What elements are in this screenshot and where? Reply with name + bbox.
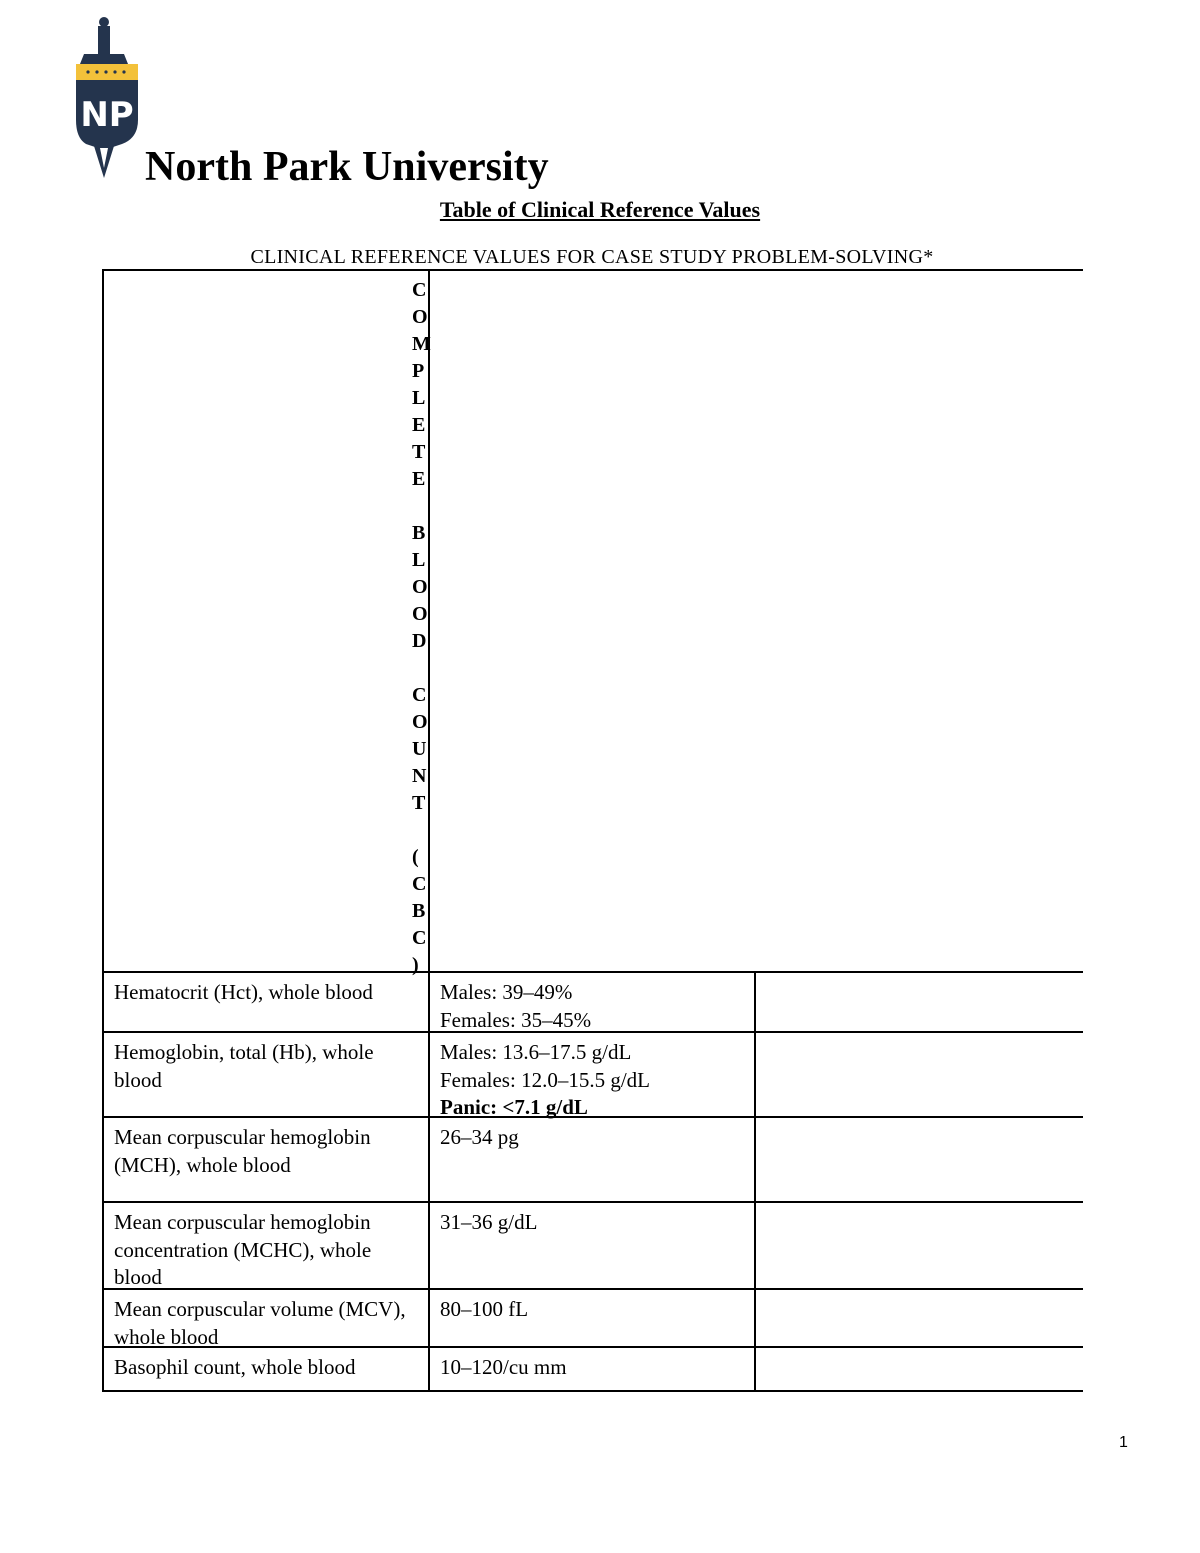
- test-name-cell: Mean corpuscular volume (MCV), whole blood: [114, 1297, 406, 1349]
- test-name-cell: Hemoglobin, total (Hb), whole blood: [114, 1040, 374, 1092]
- section-heading-letter: T: [412, 792, 426, 814]
- reference-value-cell: [440, 979, 750, 1034]
- section-heading-cbc: [412, 277, 444, 979]
- reference-value-line: Females: 12.0–15.5 g/dL: [440, 1067, 650, 1092]
- section-heading-letter: O: [412, 603, 428, 625]
- section-heading-letter: O: [412, 576, 428, 598]
- section-heading-letter: D: [412, 630, 427, 652]
- svg-text:NP: NP: [80, 95, 134, 135]
- reference-value-line: Males: 39–49%: [440, 980, 573, 1004]
- reference-value-line: Females: 35–45%: [440, 1007, 592, 1032]
- reference-value-line: 31–36 g/dL: [440, 1210, 538, 1234]
- test-name-cell: Mean corpuscular hemoglobin concentration (MCHC), whole blood: [114, 1210, 372, 1289]
- reference-value-cell: [440, 1039, 750, 1122]
- document-title: Table of Clinical Reference Values: [439, 197, 761, 222]
- panic-value: Panic: <7.1 g/dL: [440, 1095, 588, 1119]
- section-heading-letter: L: [412, 387, 426, 409]
- reference-value-line: 10–120/cu mm: [440, 1355, 567, 1379]
- section-heading-letter: T: [412, 441, 426, 463]
- reference-values-table: [102, 269, 1083, 1393]
- section-heading-letter: E: [412, 414, 426, 436]
- section-heading-letter: E: [412, 468, 426, 490]
- university-name: North Park University: [145, 144, 549, 190]
- section-heading-letter: C: [412, 684, 427, 706]
- reference-value-line: 26–34 pg: [440, 1125, 519, 1149]
- test-name-cell: Basophil count, whole blood: [114, 1355, 356, 1379]
- sword-shield-logo-icon: [70, 16, 144, 182]
- section-heading-letter: C: [412, 927, 427, 949]
- section-heading-letter: O: [412, 306, 428, 328]
- university-logo: [70, 16, 144, 182]
- section-heading-letter: N: [412, 765, 427, 787]
- test-name-cell: Mean corpuscular hemoglobin (MCH), whole blood: [114, 1125, 371, 1177]
- section-heading-letter: L: [412, 549, 426, 571]
- section-heading-letter: (: [412, 846, 419, 868]
- reference-value-cell: [440, 1354, 750, 1382]
- table-caption: CLINICAL REFERENCE VALUES FOR CASE STUDY PROBLEM-SOLVING*: [250, 246, 934, 268]
- reference-value-line: Males: 13.6–17.5 g/dL: [440, 1040, 632, 1064]
- section-heading-letter: C: [412, 279, 427, 301]
- section-heading-letter: [412, 493, 444, 520]
- section-heading-letter: P: [412, 360, 425, 382]
- reference-value-line: 80–100 fL: [440, 1297, 529, 1321]
- reference-value-cell: [440, 1296, 750, 1324]
- section-heading-letter: ): [412, 954, 419, 976]
- section-heading-letter: B: [412, 900, 426, 922]
- reference-value-cell: [440, 1124, 750, 1152]
- section-heading-letter: M: [412, 333, 431, 355]
- test-name-cell: Hematocrit (Hct), whole blood: [114, 980, 373, 1004]
- section-heading-letter: [412, 817, 444, 844]
- section-heading-letter: U: [412, 738, 427, 760]
- section-heading-letter: [412, 655, 444, 682]
- section-heading-letter: O: [412, 711, 428, 733]
- section-heading-letter: B: [412, 522, 426, 544]
- reference-value-cell: [440, 1209, 750, 1237]
- section-heading-letter: C: [412, 873, 427, 895]
- page-number: 1: [1119, 1434, 1128, 1451]
